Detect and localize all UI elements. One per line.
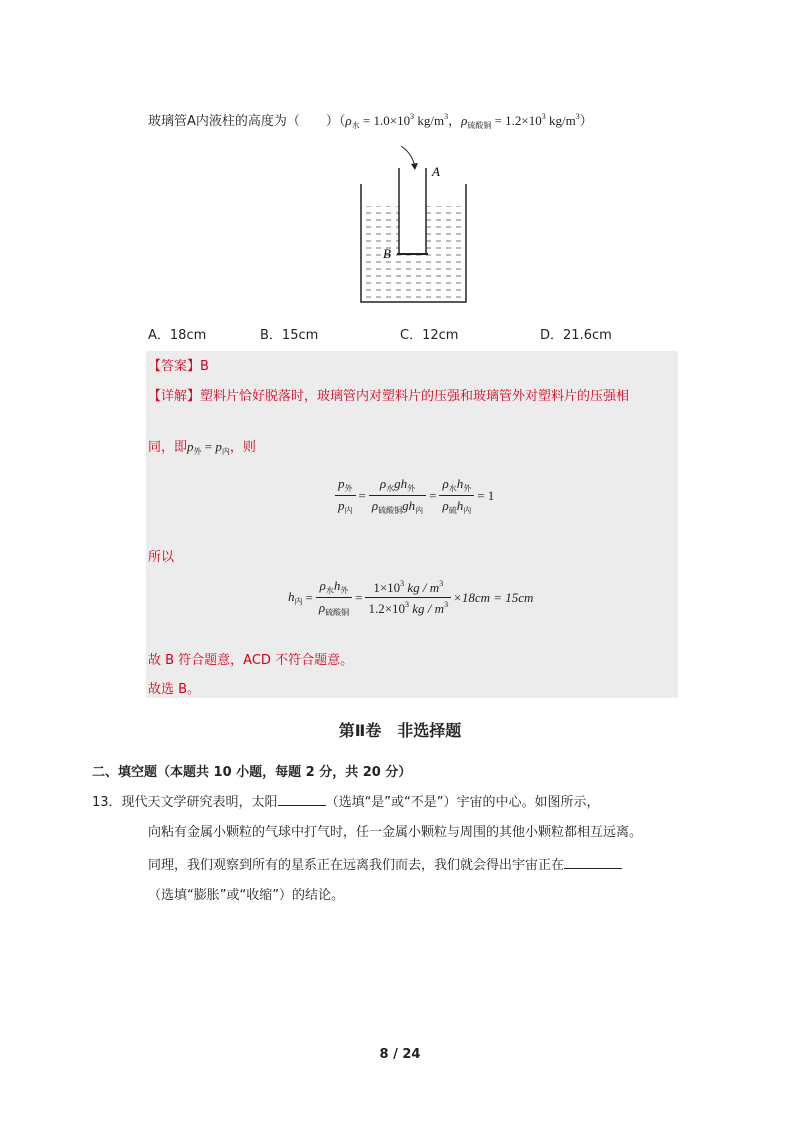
equation-pressure-ratio: $\frac{p_外}{p_内}$ = $\frac{\rho_水gh_外}{\rho_{硫酸铜}gh_内}$ = $\frac{\rho_水h_外}{\rho_硫h_内}$ = 1	[335, 476, 497, 516]
option-b[interactable]: B．15cm	[260, 328, 319, 343]
pressure-equality: $p_外 = p_内$	[187, 439, 230, 456]
page-number: 8 / 24	[379, 1047, 421, 1062]
answer-line: 【答案】B	[148, 359, 209, 374]
rho-liquid-formula: $\rho_{硫酸铜} = 1.2\times 10^3$ $kg/m^3$	[461, 112, 580, 130]
label-a: A	[432, 164, 440, 179]
tube-figure	[355, 140, 485, 310]
so-line: 所以	[148, 550, 175, 565]
question-stem: 玻璃管A内液柱的高度为（ ）（$\rho_水 = 1.0\times 10^3$ $kg/m^3$，$\rho_{硫酸铜} = 1.2\times 10^3$ $kg/m^3$）	[148, 112, 593, 130]
conclusion-1: 故 B 符合题意，ACD 不符合题意。	[148, 653, 354, 668]
equation-height: $h_内$ = $\frac{\rho_水h_外}{\rho_{硫酸铜}}$ = $\frac{1\times 10^3 kg / m^3}{1.2\times 10^3 kg / m^3}$ ×18cm = 15cm	[288, 578, 534, 617]
section-title: 第Ⅱ卷 非选择题	[338, 721, 462, 740]
detail-line-2: 同，即$p_外 = p_内$，则	[148, 439, 256, 456]
label-b: B	[383, 246, 391, 261]
option-c[interactable]: C．12cm	[400, 328, 459, 343]
option-a[interactable]: A．18cm	[148, 328, 207, 343]
q13-line-1: 13．现代天文学研究表明，太阳 （选填“是”或“不是”）宇宙的中心。如图所示，	[92, 795, 600, 810]
q13-blank-2[interactable]	[564, 856, 622, 869]
detail-line-1: 【详解】塑料片恰好脱落时，玻璃管内对塑料片的压强和玻璃管外对塑料片的压强相	[148, 389, 630, 404]
section-heading: 二、填空题（本题共 10 小题，每题 2 分，共 20 分）	[92, 765, 412, 780]
q13-line-2: 向粘有金属小颗粒的气球中打气时，任一金属小颗粒与周围的其他小颗粒都相互远离。	[148, 825, 643, 840]
q13-blank-1[interactable]	[278, 793, 326, 806]
rho-water-formula: $\rho_水 = 1.0\times 10^3$ $kg/m^3$	[345, 112, 449, 130]
q13-line-3: 同理，我们观察到所有的星系正在远离我们而去，我们就会得出宇宙正在	[148, 856, 622, 875]
conclusion-2: 故选 B。	[148, 682, 201, 697]
option-d[interactable]: D．21.6cm	[540, 328, 612, 343]
q13-line-4: （选填“膨胀”或“收缩”）的结论。	[148, 888, 344, 903]
